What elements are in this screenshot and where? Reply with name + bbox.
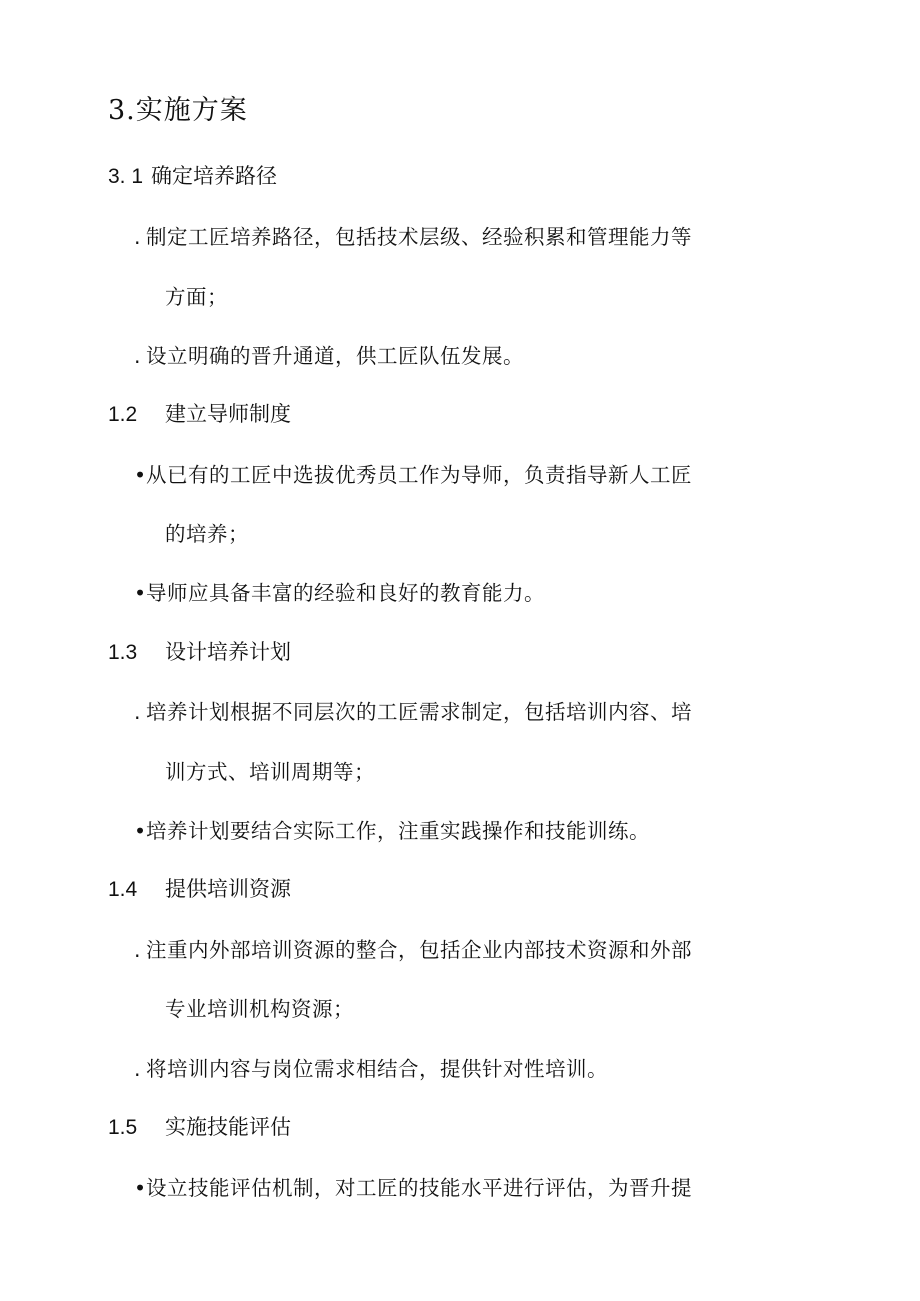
section-number: 1.3 bbox=[108, 641, 138, 664]
section-title: 设计培养计划 bbox=[165, 640, 291, 664]
item-marker: • bbox=[134, 463, 147, 487]
item-text: 设立明确的晋升通道，供工匠队伍发展。 bbox=[146, 344, 524, 368]
item-marker: . bbox=[134, 225, 142, 249]
item-text: 将培训内容与岗位需求相结合，提供针对性培训。 bbox=[146, 1057, 608, 1081]
list-item bbox=[134, 1052, 608, 1082]
list-item bbox=[134, 933, 692, 963]
list-item bbox=[134, 576, 545, 606]
section-title: 提供培训资源 bbox=[165, 877, 291, 901]
section-number: 1.5 bbox=[108, 1116, 138, 1139]
section-title: 确定培养路径 bbox=[151, 164, 278, 188]
section-heading bbox=[108, 636, 291, 666]
item-continuation: 方面； bbox=[165, 285, 228, 309]
item-marker: . bbox=[134, 938, 142, 962]
section-heading bbox=[108, 398, 291, 428]
section-title: 实施技能评估 bbox=[165, 1115, 291, 1139]
section-heading bbox=[108, 873, 291, 903]
list-item bbox=[134, 220, 692, 250]
page-heading: 3.实施方案 bbox=[108, 95, 248, 126]
item-text: 从已有的工匠中选拔优秀员工作为导师，负责指导新人工匠 bbox=[146, 463, 692, 487]
item-marker: • bbox=[134, 1176, 147, 1200]
item-marker: • bbox=[134, 581, 147, 605]
list-item bbox=[134, 695, 692, 725]
item-marker: . bbox=[134, 344, 142, 368]
item-marker: . bbox=[134, 700, 142, 724]
item-continuation: 的培养； bbox=[165, 522, 249, 546]
section-heading bbox=[108, 1111, 291, 1141]
list-item bbox=[134, 1171, 692, 1201]
item-text: 制定工匠培养路径，包括技术层级、经验积累和管理能力等 bbox=[146, 225, 692, 249]
item-marker: • bbox=[134, 819, 147, 843]
item-text: 导师应具备丰富的经验和良好的教育能力。 bbox=[146, 581, 545, 605]
list-item bbox=[134, 458, 692, 488]
list-item bbox=[134, 339, 524, 369]
list-item bbox=[134, 814, 650, 844]
section-heading bbox=[108, 160, 277, 190]
item-text: 设立技能评估机制，对工匠的技能水平进行评估，为晋升提 bbox=[146, 1176, 692, 1200]
item-text: 培养计划要结合实际工作，注重实践操作和技能训练。 bbox=[146, 819, 650, 843]
item-text: 注重内外部培训资源的整合，包括企业内部技术资源和外部 bbox=[146, 938, 692, 962]
section-number: 1.2 bbox=[108, 403, 138, 426]
section-title: 建立导师制度 bbox=[165, 402, 291, 426]
item-continuation: 专业培训机构资源； bbox=[165, 997, 354, 1021]
section-number: 3. 1 bbox=[108, 165, 144, 188]
item-continuation: 训方式、培训周期等； bbox=[165, 760, 375, 784]
item-text: 培养计划根据不同层次的工匠需求制定，包括培训内容、培 bbox=[146, 700, 692, 724]
section-number: 1.4 bbox=[108, 878, 138, 901]
item-marker: . bbox=[134, 1057, 142, 1081]
